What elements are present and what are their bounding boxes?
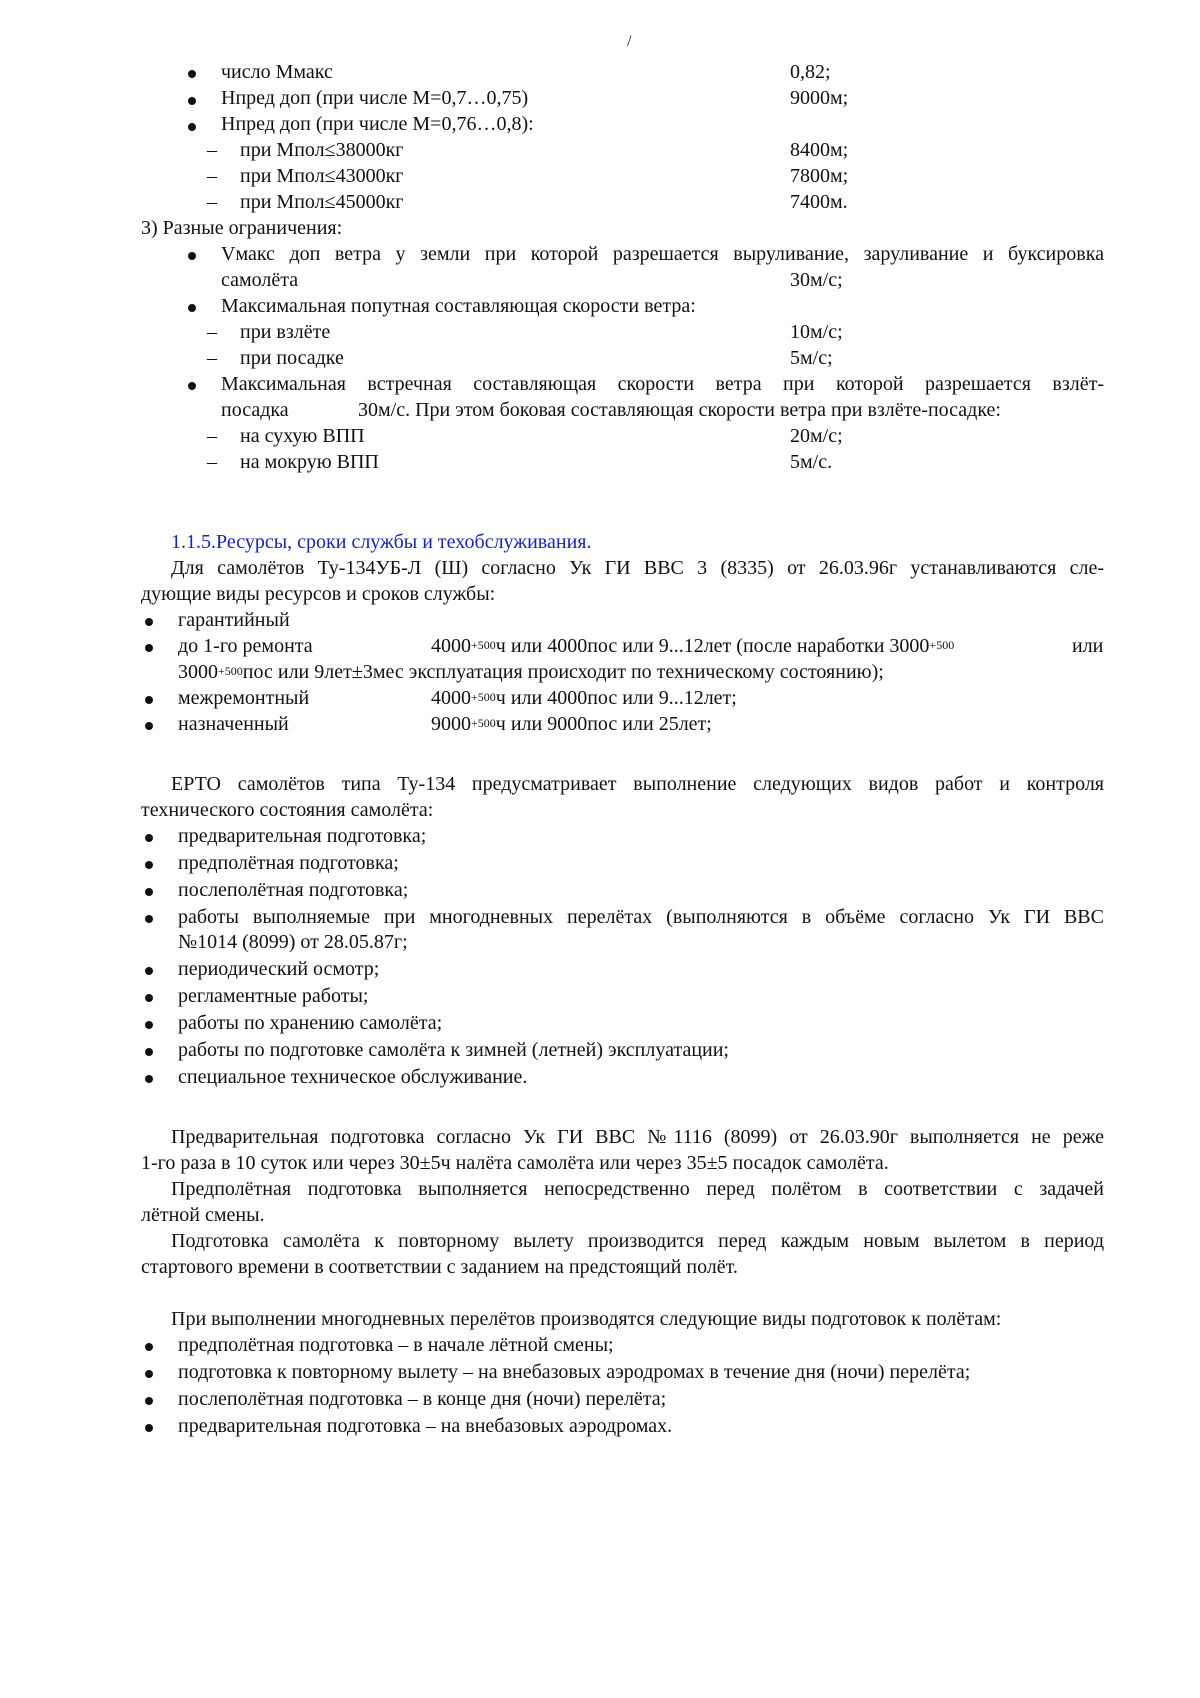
multiday-intro: При выполнении многодневных перелётов производятся следующие виды подготовок к полётам: [171, 1308, 1002, 1330]
bullet [188, 123, 196, 131]
resource-first-label: до 1-го ремонта [178, 635, 313, 657]
erto-item: работы выполняемые при многодневных перелётах (выполняются в объёме согласно Ук ГИ ВВС [178, 906, 1104, 928]
headwind-line1: Максимальная встречная составляющая скорости ветра при которой разрешается взлёт- [221, 373, 1104, 395]
erto-line1: ЕРТО самолётов типа Ту-134 предусматривает выполнение следующих видов работ и контроля [171, 773, 1104, 795]
tailwind-title: Максимальная попутная составляющая скорости ветра: [221, 295, 696, 317]
bullet [145, 1397, 153, 1405]
resource-inter-value: $4000^{+500}ч$ или 4000пос или 9...12лет; [431, 687, 737, 709]
mass-limit-value: 7400м. [790, 191, 848, 213]
mass-limit-value: 7800м; [790, 165, 849, 187]
bullet [145, 1048, 153, 1056]
bullet [188, 97, 196, 105]
bullet [188, 382, 196, 390]
resource-first-line2: $3000^{+500}пос$ или 9лет±3мес эксплуатация происходит по техническому состоянию); [178, 661, 884, 683]
prep-p2-line2: лётной смены. [141, 1204, 265, 1226]
headwind-line2b: 30м/с. При этом боковая составляющая скорости ветра при взлёте-посадке: [358, 399, 1001, 421]
prep-p3-line2: стартового времени в соответствии с заданием на предстоящий полёт. [141, 1256, 738, 1278]
section-intro-line1: Для самолётов Ту-134УБ-Л (Ш) согласно Ук ГИ ВВС 3 (8335) от 26.03.96г устанавливаются сле- [171, 557, 1104, 579]
bullet [145, 861, 153, 869]
prep-p1-line2: 1-го раза в 10 суток или через 30±5ч налёта самолёта или через 35±5 посадок самолёта. [141, 1152, 889, 1174]
bullet [145, 967, 153, 975]
resource-guarantee: гарантийный [178, 609, 290, 631]
bullet [145, 888, 153, 896]
dash: – [207, 139, 217, 161]
mass-limit-value: 8400м; [790, 139, 849, 161]
dash: – [207, 321, 217, 343]
crosswind-value: 5м/с. [790, 451, 833, 473]
crosswind-label: на сухую ВПП [240, 425, 365, 447]
wind-taxi-value: 30м/с; [790, 269, 843, 291]
wind-taxi-line2: самолёта [221, 269, 299, 291]
erto-item: предполётная подготовка; [178, 852, 399, 874]
misc-title: 3) Разные ограничения: [141, 217, 343, 239]
bullet [145, 915, 153, 923]
resource-inter-label: межремонтный [178, 687, 310, 709]
bullet [145, 644, 153, 652]
erto-item: работы по подготовке самолёта к зимней (летней) эксплуатации; [178, 1039, 729, 1061]
bullet [145, 1343, 153, 1351]
crosswind-label: на мокрую ВПП [240, 451, 379, 473]
prep-p1-line1: Предварительная подготовка согласно Ук ГИ ВВС №1116 (8099) от 26.03.90г выполняется не реже [171, 1126, 1104, 1148]
dash: – [207, 425, 217, 447]
dash: – [207, 191, 217, 213]
bullet [145, 1370, 153, 1378]
limit-label: Нпред доп (при числе М=0,7…0,75) [221, 87, 529, 109]
headwind-line2a: посадка [221, 399, 289, 421]
wind-taxi-line1: Vмакс доп ветра у земли при которой разрешается выруливание, заруливание и буксировка [221, 243, 1104, 265]
erto-item: предварительная подготовка; [178, 825, 427, 847]
mass-limit-label: при Мпол≤45000кг [240, 191, 404, 213]
dash: – [207, 451, 217, 473]
resource-assigned-label: назначенный [178, 713, 289, 735]
section-intro-line2: дующие виды ресурсов и сроков службы: [141, 583, 496, 605]
erto-line2: технического состояния самолёта: [141, 799, 434, 821]
bullet [145, 722, 153, 730]
erto-item: послеполётная подготовка; [178, 879, 409, 901]
mass-limit-label: при Мпол≤43000кг [240, 165, 404, 187]
dash: – [207, 165, 217, 187]
bullet [145, 834, 153, 842]
tailwind-label: при взлёте [240, 321, 331, 343]
bullet [145, 1424, 153, 1432]
erto-item: регламентные работы; [178, 985, 369, 1007]
resource-first-or: или [1072, 635, 1104, 657]
bullet [145, 994, 153, 1002]
bullet [145, 618, 153, 626]
tailwind-value: 5м/с; [790, 347, 833, 369]
dash: – [207, 347, 217, 369]
section-heading: 1.1.5.Ресурсы, сроки службы и техобслуживания. [171, 531, 592, 553]
multiday-item: предварительная подготовка – на внебазовых аэродромах. [178, 1415, 673, 1437]
multiday-item: подготовка к повторному вылету – на внебазовых аэродромах в течение дня (ночи) перелёта; [178, 1361, 971, 1383]
limit-value: 0,82; [790, 61, 831, 83]
tailwind-value: 10м/с; [790, 321, 843, 343]
bullet [188, 304, 196, 312]
multiday-item: послеполётная подготовка – в конце дня (ночи) перелёта; [178, 1388, 667, 1410]
bullet [188, 70, 196, 78]
limit-label: число Ммакс [221, 61, 333, 83]
limit-value: 9000м; [790, 87, 849, 109]
resource-first-value: $4000^{+500}ч$ или 4000пос или 9...12лет (после наработки $3000^{+500}$ [431, 635, 955, 657]
multiday-item: предполётная подготовка – в начале лётной смены; [178, 1334, 614, 1356]
mass-limit-label: при Мпол≤38000кг [240, 139, 404, 161]
bullet [145, 696, 153, 704]
tailwind-label: при посадке [240, 347, 344, 369]
limit-label: Нпред доп (при числе М=0,76…0,8): [221, 113, 534, 135]
erto-item-cont: №1014 (8099) от 28.05.87г; [178, 931, 408, 953]
prep-p3-line1: Подготовка самолёта к повторному вылету производится перед каждым новым вылетом в период [171, 1230, 1104, 1252]
bullet [188, 252, 196, 260]
crosswind-value: 20м/с; [790, 425, 843, 447]
page-mark: / [627, 33, 632, 50]
bullet [145, 1021, 153, 1029]
erto-item: работы по хранению самолёта; [178, 1012, 443, 1034]
bullet [145, 1075, 153, 1083]
erto-item: периодический осмотр; [178, 958, 380, 980]
erto-item: специальное техническое обслуживание. [178, 1066, 528, 1088]
resource-assigned-value: $9000^{+500}ч$ или 9000пос или 25лет; [431, 713, 712, 735]
prep-p2-line1: Предполётная подготовка выполняется непосредственно перед полётом в соответствии с задачей [171, 1178, 1104, 1200]
